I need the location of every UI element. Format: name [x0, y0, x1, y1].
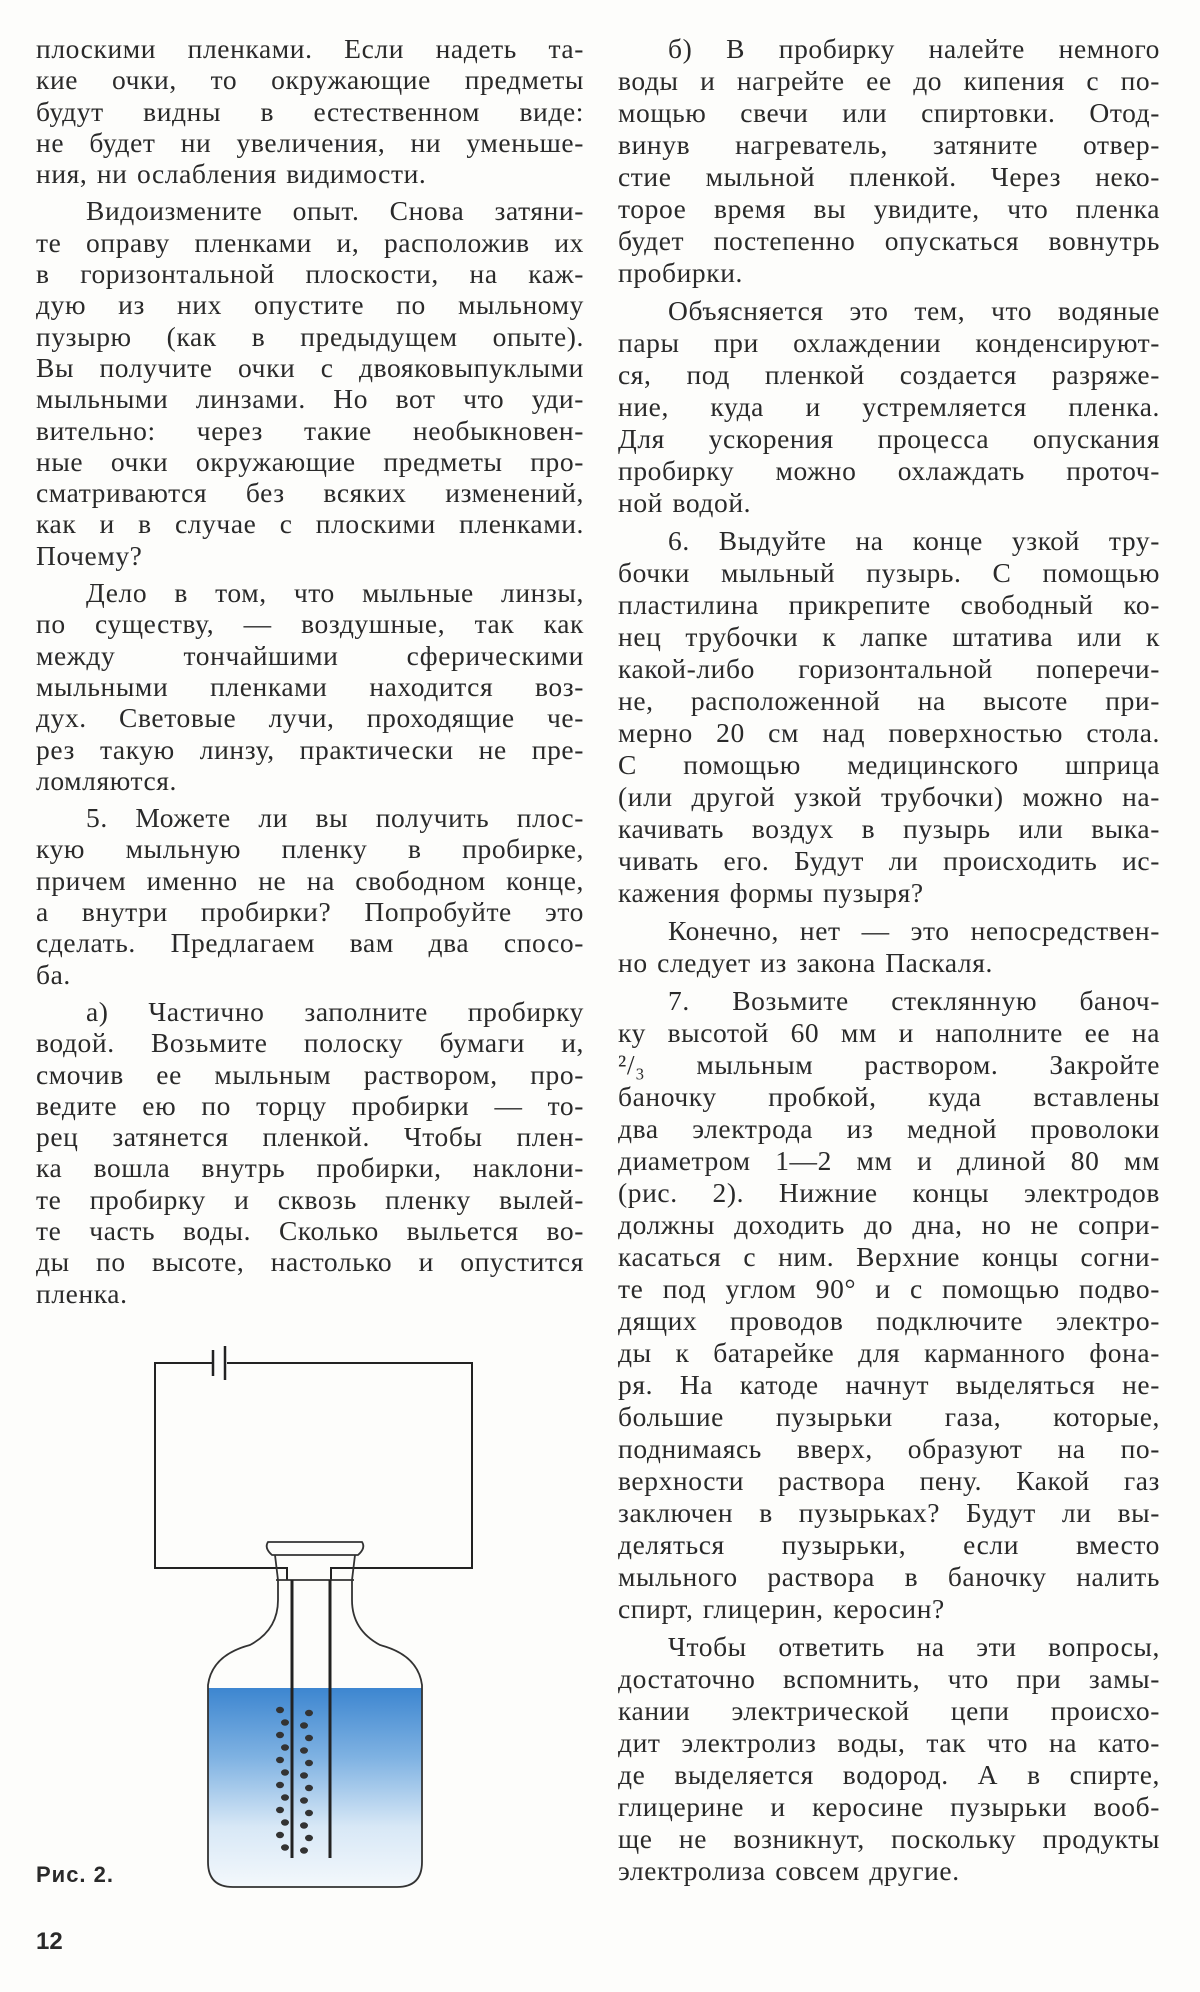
text-line: бочки мыльный пузырь. С помощью [618, 557, 1160, 588]
bubble [276, 1807, 284, 1813]
text-line: те пробирку и сквозь пленку вылей- [36, 1183, 584, 1215]
text-line: деляться пузырьки, если вместо [618, 1529, 1160, 1560]
text-line: кании электрической цепи происхо- [618, 1695, 1160, 1726]
text-line: ²/₃ мыльным раствором. Закройте [618, 1049, 1160, 1080]
text-line: должны доходить до дна, но не сопри- [618, 1209, 1160, 1240]
text-line: ния, ни ослабления видимости. [36, 158, 427, 190]
bubble [305, 1735, 313, 1741]
bubble [305, 1760, 313, 1766]
text-line: ды к батарейке для карманного фона- [618, 1337, 1160, 1368]
text-line: кие очки, то окружающие предметы [36, 64, 584, 96]
text-line: дящих проводов подключите электро- [618, 1305, 1160, 1336]
text-line: спирт, глицерин, керосин? [618, 1593, 945, 1624]
battery-icon [213, 1346, 225, 1380]
text-line: плоскими пленками. Если надеть та- [36, 33, 584, 64]
bubble [276, 1732, 284, 1738]
text-line: какой-либо горизонтальной поперечи- [618, 653, 1160, 684]
bubble [300, 1797, 308, 1803]
text-line: ды по высоте, настолько и опустится [36, 1246, 584, 1278]
bubble [305, 1785, 313, 1791]
text-line: поднимаясь вверх, образуют на по- [618, 1433, 1160, 1464]
text-line: глицерине и керосине пузырьки вооб- [618, 1791, 1160, 1822]
bubble [300, 1772, 308, 1778]
text-line: Конечно, нет — это непосредствен- [668, 915, 1160, 946]
text-line: вительно: через такие необыкновен- [36, 414, 584, 446]
text-line: водой. Возьмите полоску бумаги и, [36, 1027, 584, 1059]
text-line: ведите ею по торцу пробирки — то- [36, 1089, 584, 1121]
text-line: нец трубочки к лапке штатива или к [618, 621, 1160, 652]
text-line: ные очки окружающие предметы про- [36, 445, 584, 477]
text-line: баночку пробкой, куда вставлены [618, 1081, 1160, 1112]
text-line: Вы получите очки с двояковыпуклыми [36, 351, 584, 383]
text-line: ломляются. [36, 764, 177, 796]
text-line: сматриваются без всяких изменений, [36, 477, 584, 509]
text-line: (рис. 2). Нижние концы электродов [618, 1177, 1160, 1208]
text-line: между тончайшими сферическими [36, 639, 584, 671]
text-line: мыльного раствора в баночку налить [618, 1561, 1160, 1592]
text-line: рез такую линзу, практически не пре- [36, 733, 584, 765]
text-line: в горизонтальной плоскости, на каж- [36, 258, 584, 290]
bubble [300, 1747, 308, 1753]
bubble [276, 1832, 284, 1838]
text-line: смочив ее мыльным раствором, про- [36, 1058, 584, 1090]
figure-caption: Рис. 2. [36, 1862, 115, 1887]
text-line: а) Частично заполните пробирку [86, 995, 584, 1027]
bubble [276, 1757, 284, 1763]
text-line: электролиза совсем другие. [618, 1855, 960, 1886]
text-line: пробирки. [618, 257, 744, 288]
bubble [276, 1707, 284, 1713]
text-line: Дело в том, что мыльные линзы, [86, 577, 584, 609]
text-line: (или другой узкой трубочки) можно на- [618, 781, 1160, 812]
text-line: ся, под пленкой создается разряже- [618, 359, 1160, 390]
text-line: стие мыльной пленкой. Через неко- [618, 161, 1160, 192]
water [208, 1688, 422, 1887]
text-line: мерно 20 см над поверхностью стола. [618, 717, 1160, 748]
text-line: дую из них опустите по мыльному [36, 289, 584, 321]
text-line: ще не возникнут, поскольку продукты [618, 1823, 1160, 1854]
text-line: пары при охлаждении конденсируют- [618, 327, 1160, 358]
text-line: торое время вы увидите, что пленка [618, 193, 1160, 224]
text-line: будет постепенно опускаться вовнутрь [618, 225, 1160, 256]
text-line: дух. Световые лучи, проходящие че- [36, 702, 584, 734]
text-line: пузырю (как в предыдущем опыте). [36, 320, 584, 352]
text-line: ку высотой 60 мм и наполните ее на [618, 1017, 1160, 1048]
text-line: будут видны в естественном виде: [36, 95, 584, 127]
bubble [305, 1710, 313, 1716]
bubble [305, 1810, 313, 1816]
text-line: кажения формы пузыря? [618, 877, 924, 908]
text-line: ной водой. [618, 487, 752, 518]
bubble [276, 1782, 284, 1788]
text-line: пробирку можно охлаждать проточ- [618, 455, 1160, 486]
bubble [281, 1744, 289, 1750]
text-line: дит электролиз воды, так что на като- [618, 1727, 1160, 1758]
text-line: С помощью медицинского шприца [618, 749, 1160, 780]
text-line: заключен в пузырьках? Будут ли вы- [618, 1497, 1160, 1528]
text-line: б) В пробирку налейте немного [668, 33, 1160, 64]
bottle-lip [267, 1542, 364, 1580]
text-line: те оправу пленками и, расположив их [36, 226, 584, 258]
page-number: 12 [36, 1928, 63, 1955]
text-line: 6. Выдуйте на конце узкой тру- [668, 525, 1160, 556]
text-line: ка вошла внутрь пробирки, наклони- [36, 1152, 584, 1184]
text-line: качивать воздух в пузырь или выка- [618, 813, 1160, 844]
text-line: Для ускорения процесса опускания [618, 423, 1160, 454]
bubble [300, 1847, 308, 1853]
text-line: не, расположенной на высоте при- [618, 685, 1160, 716]
text-line: те под углом 90° и с помощью подво- [618, 1273, 1160, 1304]
text-line: касаться с ним. Верхние концы согни- [618, 1241, 1160, 1272]
text-line: достаточно вспомнить, что при замы- [618, 1663, 1160, 1694]
bubble [281, 1794, 289, 1800]
text-line: де выделяется водород. А в спирте, [618, 1759, 1160, 1790]
text-line: Почему? [36, 539, 143, 571]
text-line: верхности раствора пену. Какой газ [618, 1465, 1160, 1496]
text-line: пленка. [36, 1277, 128, 1309]
text-line: пластилина прикрепите свободный ко- [618, 589, 1160, 620]
text-line: воды и нагрейте ее до кипения с по- [618, 65, 1160, 96]
text-line: по существу, — воздушные, так как [36, 608, 584, 640]
text-line: сделать. Предлагаем вам два спосо- [36, 927, 584, 959]
bubble [300, 1822, 308, 1828]
text-line: Объясняется это тем, что водяные [668, 295, 1160, 326]
text-line: два электрода из медной проволоки [618, 1113, 1160, 1144]
text-line: те часть воды. Сколько выльется во- [36, 1214, 584, 1246]
text-line: ние, куда и устремляется пленка. [618, 391, 1160, 422]
text-line: не будет ни увеличения, ни уменьше- [36, 126, 584, 158]
text-line: а внутри пробирки? Попробуйте это [36, 896, 584, 928]
text-line: чивать его. Будут ли происходить ис- [618, 845, 1160, 876]
text-line: кую мыльную пленку в пробирке, [36, 833, 584, 865]
text-line: Чтобы ответить на эти вопросы, [668, 1631, 1160, 1662]
text-line: 7. Возьмите стеклянную баноч- [668, 985, 1160, 1016]
text-line: но следует из закона Паскаля. [618, 947, 993, 978]
text-line: большие пузырьки газа, которые, [618, 1401, 1160, 1432]
bubble [281, 1769, 289, 1775]
bubble [281, 1819, 289, 1825]
bubble [305, 1835, 313, 1841]
text-line: причем именно не на свободном конце, [36, 864, 584, 896]
text-line: винув нагреватель, затяните отвер- [618, 129, 1160, 160]
text-line: мыльными линзами. Но вот что уди- [36, 383, 584, 415]
bubble [281, 1719, 289, 1725]
text-line: 5. Можете ли вы получить плос- [86, 802, 584, 834]
bubble [281, 1844, 289, 1850]
text-line: диаметром 1—2 мм и длиной 80 мм [618, 1145, 1160, 1176]
bubble [300, 1722, 308, 1728]
text-line: мощью свечи или спиртовки. Отод- [618, 97, 1160, 128]
text-line: ба. [36, 958, 71, 990]
text-line: рец затянется пленкой. Чтобы плен- [36, 1121, 584, 1153]
circuit-wires [155, 1363, 472, 1580]
text-line: как и в случае с плоскими пленками. [36, 508, 584, 540]
text-line: ря. На катоде начнут выделяться не- [618, 1369, 1160, 1400]
text-line: мыльными пленками находится воз- [36, 670, 584, 702]
text-line: Видоизмените опыт. Снова затяни- [86, 195, 584, 227]
